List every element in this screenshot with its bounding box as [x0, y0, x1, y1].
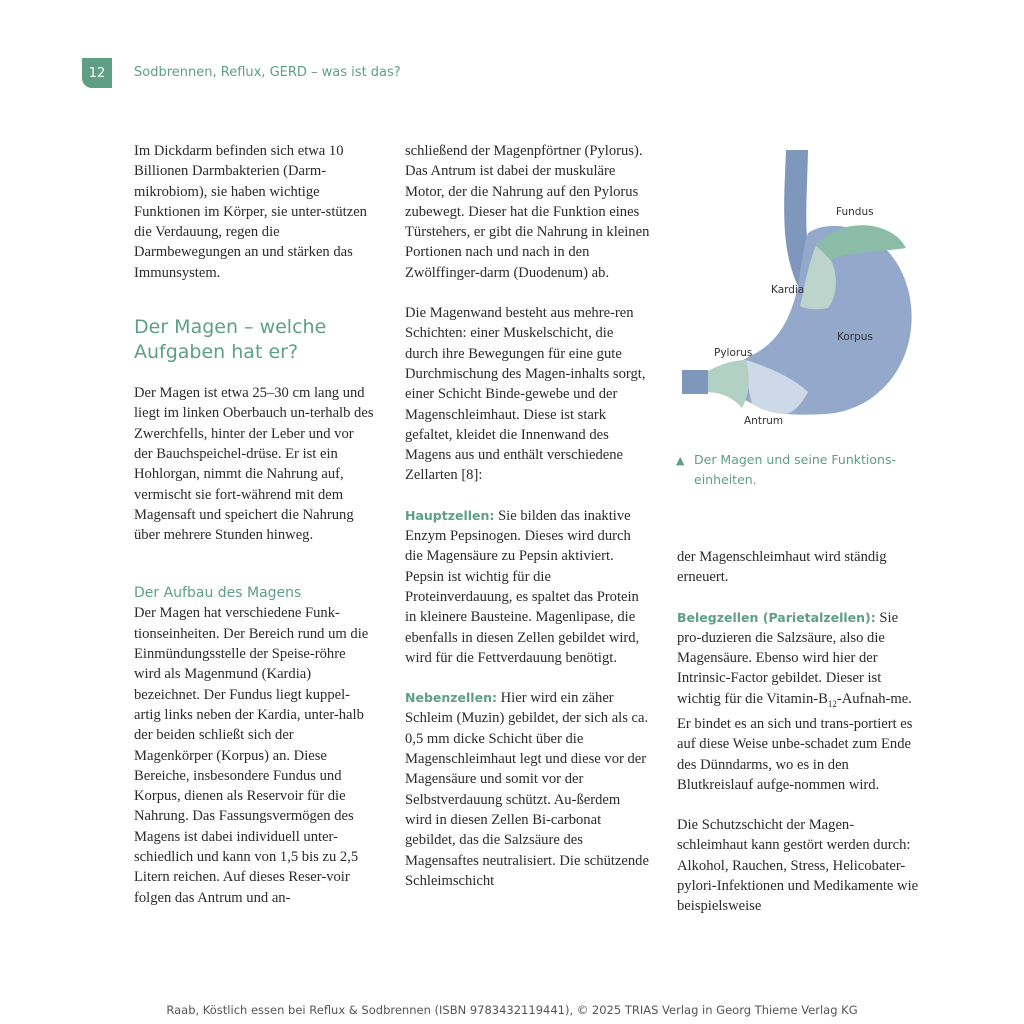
figure-caption: ▲ Der Magen und seine Funktions-einheiten.: [676, 452, 896, 487]
text-column-1: [134, 141, 374, 908]
term-label: Nebenzellen:: [405, 690, 497, 706]
page-number-badge: 12: [82, 58, 112, 88]
paragraph: Belegzellen (Parietalzellen): Sie pro-duzieren die Salzsäure, also die Magensäure. Ebenso wird hier der Intrinsic-Factor gebildet. Dieser ist wichtig für die Vitamin-$B_{12}-Aufnah-me$. Er bindet es an sich und trans-portiert es auf diese Weise unbe-schadet zum Ende des Dünndarms, wo es in den Blutkreislauf aufge-nommen wird.: [677, 609, 913, 793]
fundus-label: Fundus: [836, 206, 874, 218]
section-heading: Der Magen – welche Aufgaben hat er?: [134, 316, 327, 364]
subsection-heading: Der Aufbau des Magens: [134, 585, 302, 602]
paragraph: schließend der Magenpförtner (Pylorus). Das Antrum ist dabei der muskuläre Motor, der die Nahrung auf den Pylorus zubewegt. Dieser hat die Funktion eines Türstehers, er gibt die Nahrung in kleinen Portionen nach und nach in den Zwölffinger-darm (Duodenum) ab.: [405, 143, 650, 281]
term-label: Hauptzellen:: [405, 507, 495, 523]
running-header-title: Sodbrennen, Reflux, GERD – was ist das?: [134, 65, 401, 80]
pylorus-label: Pylorus: [714, 347, 753, 359]
paragraph: Der Magen hat verschiedene Funk-tionseinheiten. Der Bereich rund um die Einmündungsstelle der Speise-röhre wird als Magenmund (Kardia) bezeichnet. Der Fundus liegt kuppel-artig links neben der Kardia, unter-halb der beiden schließt sich der Magenkörper (Korpus) an. Diese Bereiche, insbesondere Fundus und Korpus, dienen als Reservoir für die Nahrung. Das Fassungsvermögen des Magens ist dabei individuell unter-schiedlich und kann von 1,5 bis zu 2,5 Litern reichen. Auf dieses Reser-voir folgen das Antrum und an-: [134, 605, 369, 906]
duodenum-stub: [682, 370, 708, 394]
paragraph: Nebenzellen: Hier wird ein zäher Schleim (Muzin) gebildet, der sich als ca. 0,5 mm dicke Schicht über die Magenschleimhaut legt und diese vor der Magensäure und somit vor der Selbstverdauung schützt. Au-ßerdem wird in diesen Zellen Bi-carbonat gebildet, das die Salzsäure des Magensaftes neutralisiert. Die schützende Schleimschicht: [405, 690, 649, 889]
pylorus-region: [706, 360, 749, 408]
antrum-label: Antrum: [744, 415, 784, 427]
term-label: Belegzellen (Parietalzellen):: [677, 609, 876, 625]
text-column-3: [677, 547, 922, 917]
footer-citation: Raab, Köstlich essen bei Reflux & Sodbrennen (ISBN 9783432119441), © 2025 TRIAS Verlag in Georg Thieme Verlag KG: [166, 1003, 858, 1017]
intro-paragraph: Im Dickdarm befinden sich etwa 10 Billionen Darmbakterien (Darm-mikrobiom), sie haben wichtige Funktionen im Körper, sie unter-stützen die Verdauung, regen die Darmbewegungen an und stärken das Immunsystem.: [134, 143, 367, 281]
paragraph: Der Magen ist etwa 25–30 cm lang und liegt im linken Oberbauch un-terhalb des Zwerchfells, hinter der Leber und vor der Bauchspeichel-drüse. Er ist ein Hohlorgan, nimmt die Nahrung auf, vermischt sie fort-während mit dem Magensaft und speichert die Nahrung über mehrere Stunden hinweg.: [134, 385, 374, 544]
paragraph: Die Magenwand besteht aus mehre-ren Schichten: einer Muskelschicht, die durch ihre Bewegungen für eine gute Durchmischung des Magen-inhalts sorgt, einer Schicht Binde-gewebe und der Magenschleimhaut. Diese ist stark gefaltet, kleidet die Innenwand des Magens aus und enthält verschiedene Zellarten [8]:: [405, 305, 646, 484]
paragraph: Die Schutzschicht der Magen-schleimhaut kann gestört werden durch: Alkohol, Rauchen, Stress, Helicobater-pylori-Infektionen und Medikamente wie beispielsweise: [677, 817, 919, 915]
paragraph: Hauptzellen: Sie bilden das inaktive Enzym Pepsinogen. Dieses wird durch die Magensäure zu Pepsin aktiviert. Pepsin ist wichtig für die Proteinverdauung, es spaltet das Protein in kleinere Bausteine. Magenlipase, die ebenfalls in diesen Zellen gebildet wird, wird für die Fettverdauung benötigt.: [405, 507, 640, 666]
text-column-2: [405, 141, 650, 891]
stomach-illustration: [676, 148, 916, 433]
paragraph: der Magenschleimhaut wird ständig erneuert.: [677, 549, 887, 586]
korpus-label: Korpus: [837, 331, 873, 343]
double-chevron-up-icon: ▲: [676, 454, 685, 467]
kardia-label: Kardia: [771, 284, 805, 296]
